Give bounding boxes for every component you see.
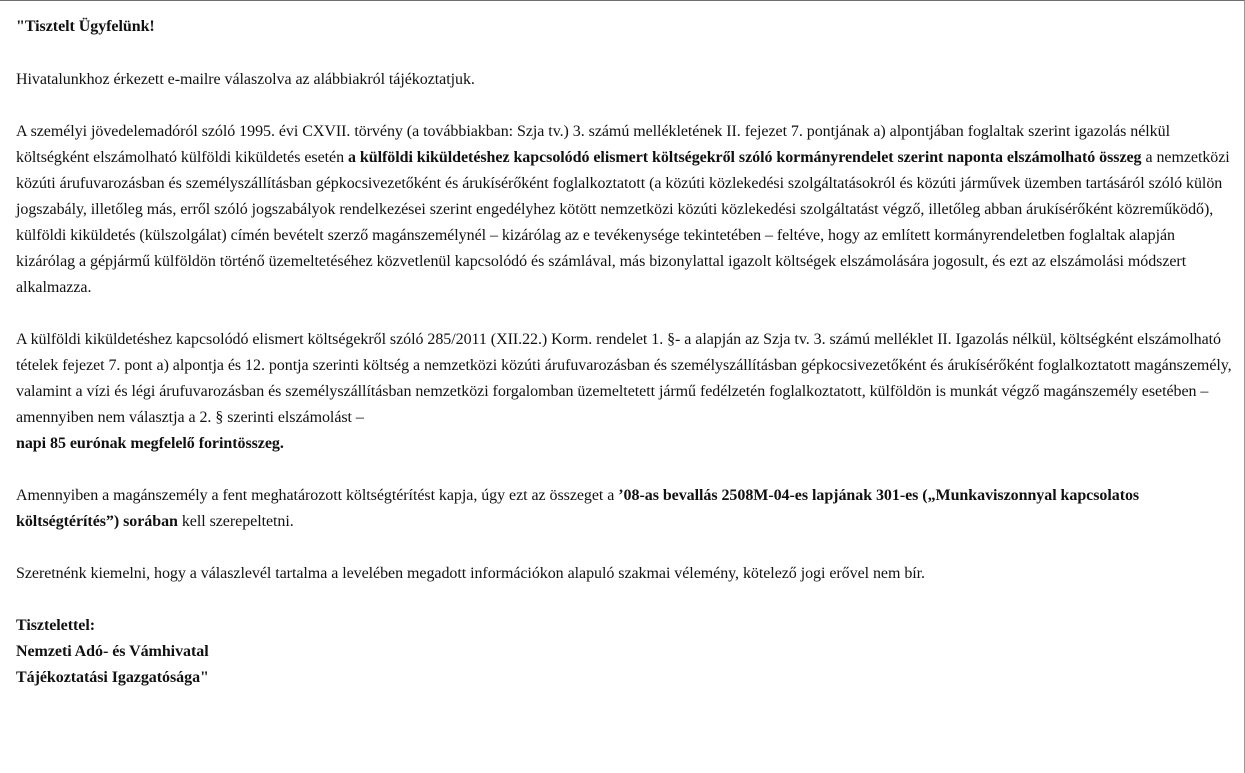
signature-department: Tájékoztatási Igazgatósága" [16, 669, 209, 686]
paragraph-bold-text: ’08-as bevallás 2508M-04-es lapjának 301-es („Munkaviszonnyal kapcsolatos költségtérítés”) sorában [16, 487, 1140, 530]
paragraph-text: kell szerepeltetni. [177, 513, 294, 530]
signature-block [16, 613, 1232, 691]
greeting: "Tisztelt Ügyfelünk! [16, 18, 155, 35]
paragraph-bevallas [16, 483, 1232, 535]
letter-body [16, 14, 1232, 691]
paragraph-szja-rule [16, 119, 1232, 301]
signature-org: Nemzeti Adó- és Vámhivatal [16, 643, 209, 660]
paragraph-text: Amennyiben a magánszemély a fent meghatározott költségtérítést kapja, úgy ezt az összeget a [16, 487, 619, 504]
signature-closing: Tisztelettel: [16, 617, 96, 634]
paragraph-korm-rendelet [16, 327, 1232, 457]
paragraph-bold-text: napi 85 eurónak megfelelő forintösszeg. [16, 435, 284, 452]
paragraph-disclaimer: Szeretnénk kiemelni, hogy a válaszlevél tartalma a levelében megadott információkon alapuló szakmai vélemény, kötelező jogi erővel nem bír. [16, 565, 926, 582]
intro-paragraph: Hivatalunkhoz érkezett e-mailre válaszolva az alábbiakról tájékoztatjuk. [16, 71, 475, 88]
paragraph-bold-text: a külföldi kiküldetéshez kapcsolódó elismert költségekről szóló kormányrendelet szerint naponta elszámolható összeg [348, 149, 1142, 166]
paragraph-text: a nemzetközi közúti árufuvarozásban és személyszállításban gépkocsivezetőként és árukísérőként foglalkoztatott (a közúti közlekedési szolgáltatásokról és közúti járművek üzemben tartásáról szóló külön jogszabály, illetőleg más, erről szóló jogszabályok rendelkezései szerint engedélyhez kötött nemzetközi közúti közlekedési szolgáltatást végző, illetőleg abban árukísérőként közreműködő), külföldi kiküldetés (külszolgálat) címén bevételt szerző magánszemélynél – kizárólag az e tevékenysége tekintetében – feltéve, hogy az említett kormányrendeletben foglaltak alapján kizárólag a gépjármű külföldön történő üzemeltetéséhez közvetlenül kapcsolódó és számlával, más bizonylattal igazolt költségek elszámolására jogosult, és ezt az elszámolási módszert alkalmazza. [16, 149, 1230, 296]
paragraph-text: A személyi jövedelemadóról szóló 1995. évi CXVII. törvény (a továbbiakban: Szja tv.) 3. számú mellékletének II. fejezet 7. pontjának a) alpontjában foglaltak szerint igazolás nélkül költségként elszámolható külföldi kiküldetés esetén [16, 123, 1170, 166]
paragraph-text: A külföldi kiküldetéshez kapcsolódó elismert költségekről szóló 285/2011 (XII.22.) Korm. rendelet 1. §- a alapján az Szja tv. 3. számú melléklet II. Igazolás nélkül, költségként elszámolható tételek fejezet 7. pont a) alpontja és 12. pontja szerinti költség a nemzetközi közúti árufuvarozásban és személyszállításban gépkocsivezetőként és árukísérőként foglalkoztatott magánszemély, valamint a vízi és légi árufuvarozásban és személyszállításban nemzetközi forgalomban üzemeltetett jármű fedélzetén foglalkoztatott, külföldön is munkát végző magánszemély esetében – amennyiben nem választja a 2. § szerinti elszámolást – [16, 331, 1232, 426]
